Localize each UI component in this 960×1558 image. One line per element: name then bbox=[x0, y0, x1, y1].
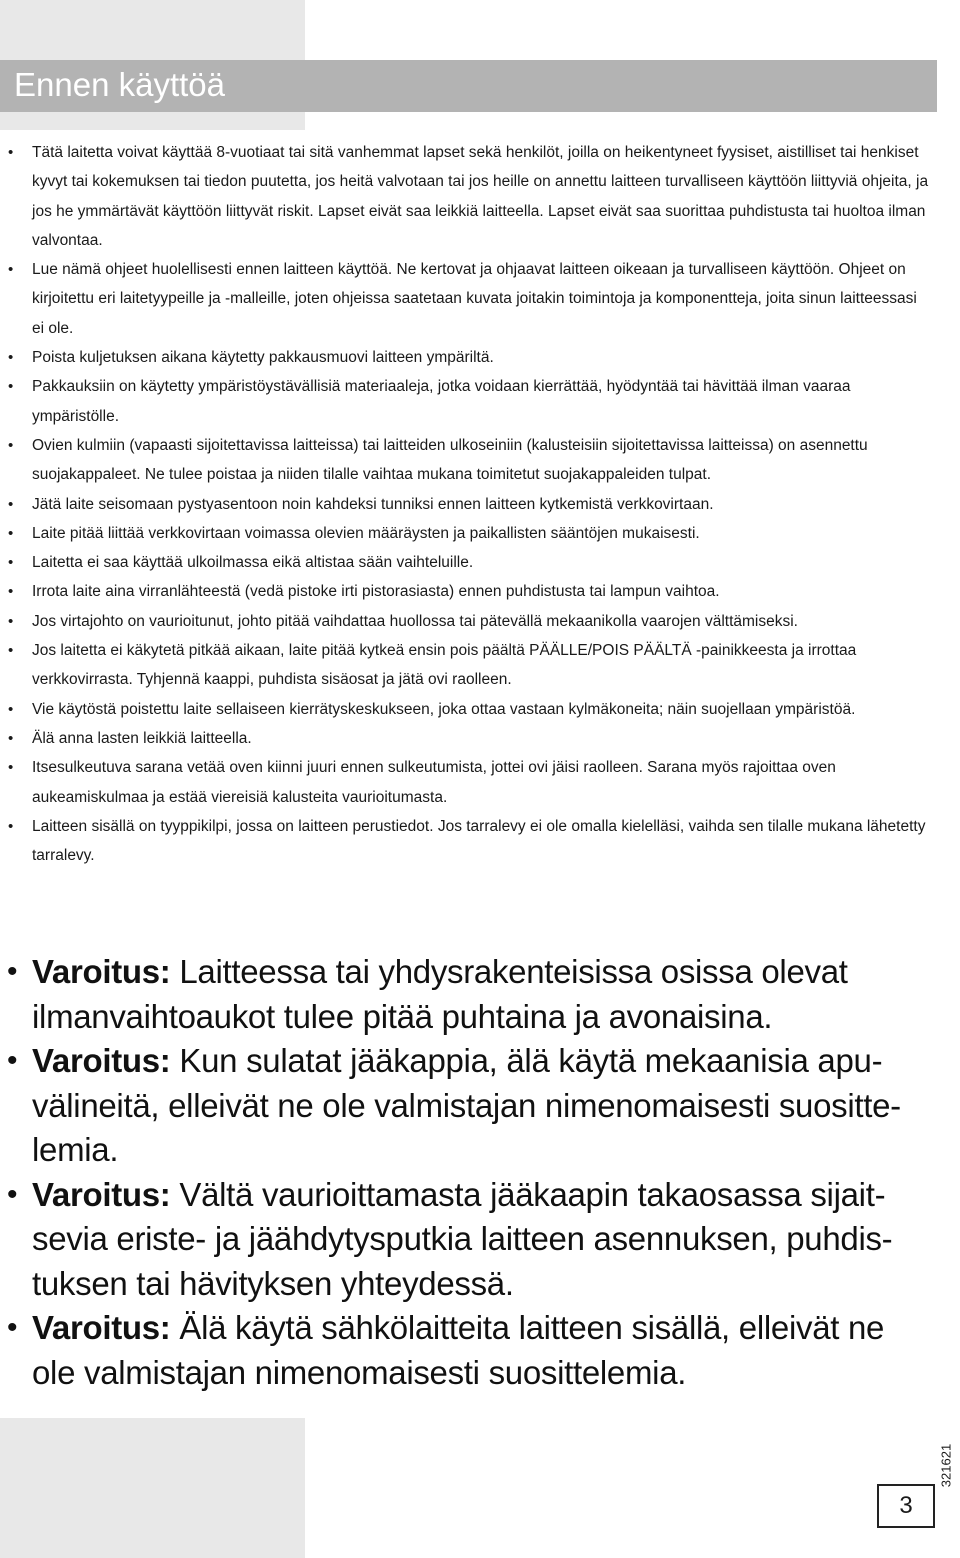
warning-item bbox=[0, 1039, 930, 1173]
list-item: • Jos laitetta ei käkytetä pitkää aikaan, laite pitää kytkeä ensin pois päältä PÄÄLLE/POIS PÄÄLTÄ -painikkeesta ja irrottaa verkkovirrasta. Tyhjennä kaappi, puhdista sisäosat ja jätä ovi raolleen. bbox=[0, 636, 930, 695]
warning-label: Varoitus: bbox=[32, 1175, 171, 1213]
warning-list bbox=[0, 950, 930, 1395]
warning-text: Älä käytä sähkölaitteita laitteen sisällä, elleivät ne ole valmistajan nimenomaisesti suosittelemia. bbox=[32, 1309, 885, 1391]
instruction-list bbox=[0, 138, 930, 870]
page-number-box bbox=[877, 1484, 935, 1528]
content-area bbox=[0, 138, 960, 1418]
list-item: • Jätä laite seisomaan pystyasentoon noin kahdeksi tunniksi ennen laitteen kytkemistä verkkovirtaan. bbox=[0, 490, 930, 519]
warning-item bbox=[0, 950, 930, 1039]
warning-text: Laitteessa tai yhdysrakenteisissa osissa olevat ilmanvaihtoaukot tulee pitää puhtaina ja avonaisina. bbox=[32, 953, 848, 1035]
list-item: • Ovien kulmiin (vapaasti sijoitettavissa laitteissa) tai laitteiden ulkoseiniin (kalusteisiin sijoitettavissa laitteissa) on asennettu suojakappaleet. Ne tulee poistaa ja niiden tilalle vaihtaa mukana toimitetut suojakappaleiden tulpat. bbox=[0, 431, 930, 490]
warning-text: Vältä vaurioittamasta jääkaapin takaosassa sijait-sevia eriste- ja jäähdytysputkia laitteen asennuksen, puhdis-tuksen tai hävityksen yhteydessä. bbox=[32, 1175, 893, 1302]
list-item: • Itsesulkeutuva sarana vetää oven kiinni juuri ennen sulkeutumista, jottei ovi jäisi raolleen. Sarana myös rajoittaa oven aukeamiskulmaa ja estää viereisiä kalusteita vaurioitumasta. bbox=[0, 753, 930, 812]
left-band-bottom bbox=[0, 1418, 305, 1558]
page-number: 3 bbox=[899, 1492, 913, 1519]
warning-label: Varoitus: bbox=[32, 1042, 171, 1079]
document-code bbox=[936, 1436, 956, 1496]
warning-label: Varoitus: bbox=[32, 953, 171, 990]
document-code-text: 321621 bbox=[938, 1443, 954, 1488]
list-item: • Lue nämä ohjeet huolellisesti ennen laitteen käyttöä. Ne kertovat ja ohjaavat laitteen oikeaan ja turvalliseen käyttöön. Ohjeet on kirjoitettu eri laitetyypeille ja -malleille, joten ohjeissa saatetaan kuvata joitakin toimintoja ja komponentteja, joita sinun laitteessasi ei ole. bbox=[0, 255, 930, 343]
list-item: • Vie käytöstä poistettu laite sellaiseen kierrätyskeskukseen, joka ottaa vastaan kylmäkoneita; näin suojellaan ympäristöä. bbox=[0, 695, 930, 724]
list-item: • Irrota laite aina virranlähteestä (vedä pistoke irti pistorasiasta) ennen puhdistusta tai lampun vaihtoa. bbox=[0, 577, 930, 606]
list-item: • Laite pitää liittää verkkovirtaan voimassa olevien määräysten ja paikallisten sääntöjen mukaisesti. bbox=[0, 519, 930, 548]
list-item: • Tätä laitetta voivat käyttää 8-vuotiaat tai sitä vanhemmat lapset sekä henkilöt, joilla on heikentyneet fyysiset, aistilliset tai henkiset kyvyt tai kokemuksen tai tiedon puutetta, jos heitä valvotaan tai jos heille on annettu laitteen turvalliseen käyttöön liittyviä ohjeita, ja jos he ymmärtävät käyttöön liittyvät riskit. Lapset eivät saa leikkiä laitteella. Lapset eivät saa suorittaa puhdistusta tai huoltoa ilman valvontaa. bbox=[0, 138, 930, 255]
list-item: • Älä anna lasten leikkiä laitteella. bbox=[0, 724, 930, 753]
list-item: • Pakkauksiin on käytetty ympäristöystävällisiä materiaaleja, jotka voidaan kierrättää, hyödyntää tai hävittää ilman vaaraa ympäristölle. bbox=[0, 372, 930, 431]
warning-text: Kun sulatat jääkappia, älä käytä mekaanisia apu-välineitä, elleivät ne ole valmistajan nimenomaisesti suositte-lemia. bbox=[32, 1042, 901, 1168]
warning-label: Varoitus: bbox=[32, 1309, 171, 1346]
list-item: • Laitteen sisällä on tyyppikilpi, jossa on laitteen perustiedot. Jos tarralevy ei ole omalla kielelläsi, vaihda sen tilalle mukana lähetetty tarralevy. bbox=[0, 812, 930, 871]
list-item: • Poista kuljetuksen aikana käytetty pakkausmuovi laitteen ympäriltä. bbox=[0, 343, 930, 372]
warning-item bbox=[0, 1173, 930, 1307]
warning-item bbox=[0, 1306, 930, 1395]
section-title: Ennen käyttöä bbox=[14, 66, 225, 103]
list-item: • Laitetta ei saa käyttää ulkoilmassa eikä altistaa sään vaihteluille. bbox=[0, 548, 930, 577]
list-item: • Jos virtajohto on vaurioitunut, johto pitää vaihdattaa huollossa tai pätevällä mekaanikolla vaarojen välttämiseksi. bbox=[0, 607, 930, 636]
